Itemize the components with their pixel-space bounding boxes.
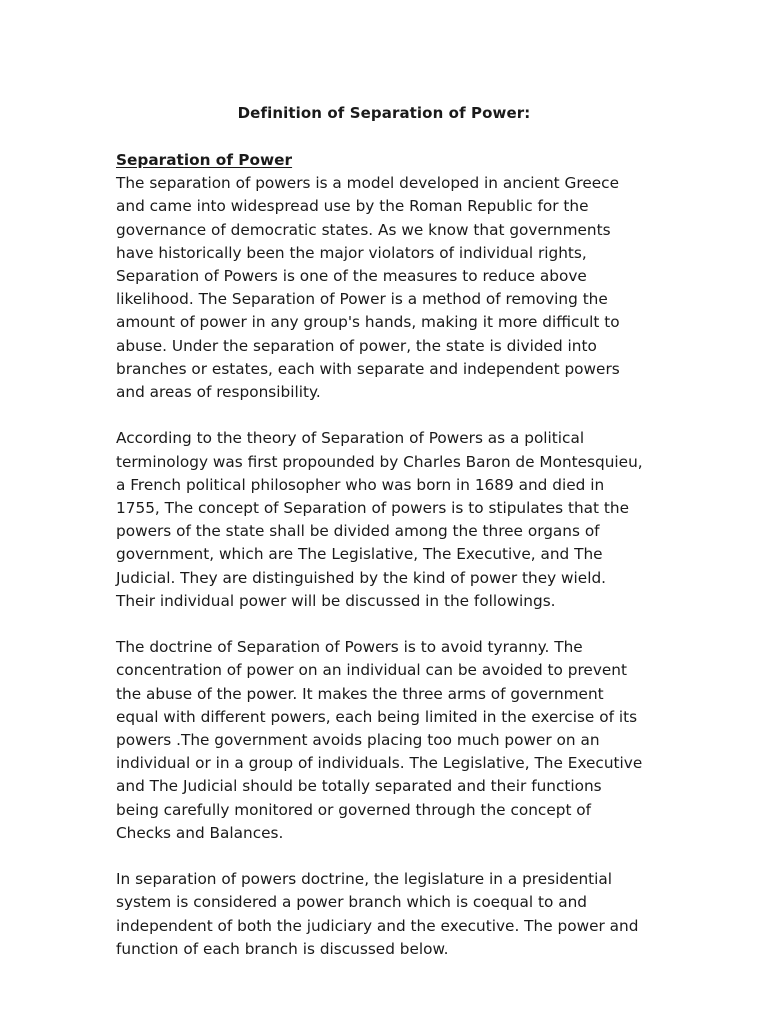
paragraph-legislature: In separation of powers doctrine, the legislature in a presidential system is considered a power branch which is coequal to and independent of both the judiciary and the executive. The power and function of each branch is discussed below. <box>116 870 639 958</box>
document-title: Definition of Separation of Power: <box>237 104 531 122</box>
document-body <box>116 149 656 984</box>
paragraph-doctrine: The doctrine of Separation of Powers is to avoid tyranny. The concentration of power on an individual can be avoided to prevent the abuse of the power. It makes the three arms of government equal with different powers, each being limited in the exercise of its powers .The government avoids placing too much power on an individual or in a group of individuals. The Legislative, The Executive and The Judicial should be totally separated and their functions being carefully monitored or governed through the concept of Checks and Balances. <box>116 638 643 842</box>
section-heading: Separation of Power <box>116 151 293 169</box>
paragraph-montesquieu: According to the theory of Separation of Powers as a political terminology was first propounded by Charles Baron de Montesquieu, a French political philosopher who was born in 1689 and died in 1755, The concept of Separation of powers is to stipulates that the powers of the state shall be divided among the three organs of government, which are The Legislative, The Executive, and The Judicial. They are distinguished by the kind of power they wield. Their individual power will be discussed in the followings. <box>116 429 643 610</box>
paragraph-intro: The separation of powers is a model developed in ancient Greece and came into widespread use by the Roman Republic for the governance of democratic states. As we know that governments have historically been the major violators of individual rights, Separation of Powers is one of the measures to reduce above likelihood. The Separation of Power is a method of removing the amount of power in any group's hands, making it more difficult to abuse. Under the separation of power, the state is divided into branches or estates, each with separate and independent powers and areas of responsibility. <box>116 174 620 402</box>
